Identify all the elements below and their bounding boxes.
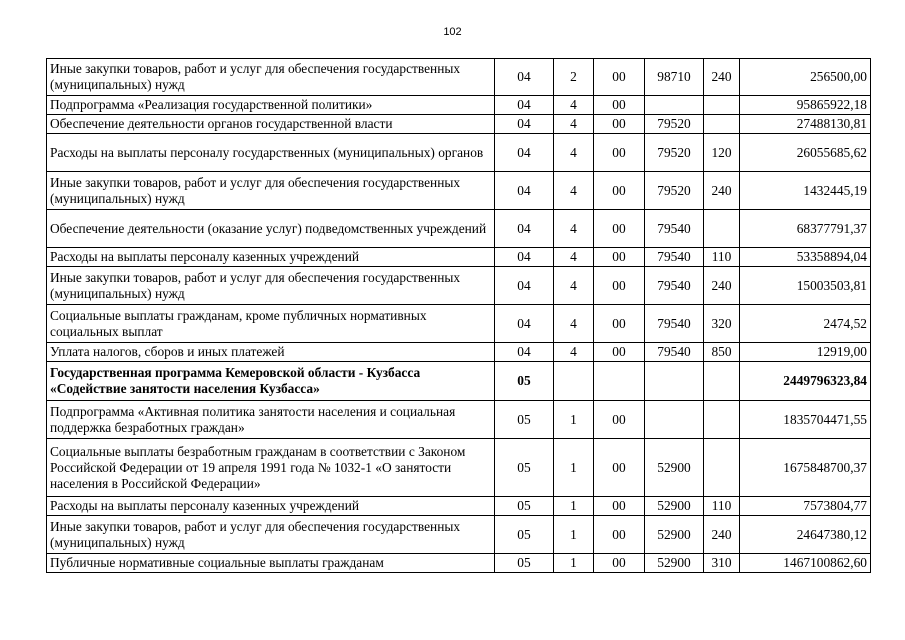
expense-type-cell: 240 — [704, 267, 740, 305]
group-code-cell: 00 — [594, 401, 645, 439]
section-code-cell: 04 — [495, 305, 554, 343]
amount-cell: 26055685,62 — [740, 134, 871, 172]
section-code-cell: 05 — [495, 554, 554, 573]
target-code-cell — [645, 362, 704, 401]
group-code-cell: 00 — [594, 497, 645, 516]
group-code-cell: 00 — [594, 96, 645, 115]
section-code-cell: 04 — [495, 134, 554, 172]
subsection-code-cell — [554, 362, 594, 401]
subsection-code-cell: 4 — [554, 305, 594, 343]
amount-cell: 15003503,81 — [740, 267, 871, 305]
target-code-cell: 79540 — [645, 248, 704, 267]
subsection-code-cell: 4 — [554, 267, 594, 305]
table-row — [47, 267, 871, 305]
section-code-cell: 04 — [495, 172, 554, 210]
section-code-cell: 04 — [495, 267, 554, 305]
target-code-cell: 52900 — [645, 497, 704, 516]
target-code-cell: 79540 — [645, 343, 704, 362]
table-row — [47, 172, 871, 210]
subsection-code-cell: 1 — [554, 554, 594, 573]
group-code-cell: 00 — [594, 59, 645, 96]
table-row — [47, 343, 871, 362]
subsection-code-cell: 1 — [554, 497, 594, 516]
target-code-cell: 79520 — [645, 134, 704, 172]
table-row — [47, 96, 871, 115]
section-code-cell: 05 — [495, 362, 554, 401]
section-code-cell: 05 — [495, 497, 554, 516]
target-code-cell — [645, 401, 704, 439]
expense-type-cell: 110 — [704, 497, 740, 516]
table-body — [47, 59, 871, 573]
amount-cell: 1675848700,37 — [740, 439, 871, 497]
group-code-cell: 00 — [594, 439, 645, 497]
section-code-cell: 05 — [495, 516, 554, 554]
target-code-cell: 98710 — [645, 59, 704, 96]
target-code-cell: 79520 — [645, 172, 704, 210]
section-code-cell: 04 — [495, 248, 554, 267]
expense-type-cell — [704, 115, 740, 134]
expense-type-cell: 240 — [704, 172, 740, 210]
amount-cell: 1467100862,60 — [740, 554, 871, 573]
subsection-code-cell: 4 — [554, 343, 594, 362]
row-name-cell: Расходы на выплаты персоналу казенных учреждений — [47, 497, 495, 516]
row-name-cell: Иные закупки товаров, работ и услуг для обеспечения государственных (муниципальных) нужд — [47, 516, 495, 554]
section-code-cell: 05 — [495, 401, 554, 439]
amount-cell: 2449796323,84 — [740, 362, 871, 401]
section-code-cell: 04 — [495, 115, 554, 134]
amount-cell: 68377791,37 — [740, 210, 871, 248]
expense-type-cell — [704, 96, 740, 115]
group-code-cell: 00 — [594, 115, 645, 134]
target-code-cell: 79540 — [645, 267, 704, 305]
table-row — [47, 362, 871, 401]
expense-type-cell — [704, 439, 740, 497]
group-code-cell: 00 — [594, 554, 645, 573]
expense-type-cell — [704, 210, 740, 248]
subsection-code-cell: 1 — [554, 439, 594, 497]
amount-cell: 24647380,12 — [740, 516, 871, 554]
table-row — [47, 134, 871, 172]
row-name-cell: Обеспечение деятельности органов государственной власти — [47, 115, 495, 134]
amount-cell: 2474,52 — [740, 305, 871, 343]
table-row — [47, 401, 871, 439]
section-code-cell: 04 — [495, 210, 554, 248]
amount-cell: 1432445,19 — [740, 172, 871, 210]
section-code-cell: 04 — [495, 96, 554, 115]
subsection-code-cell: 1 — [554, 401, 594, 439]
group-code-cell: 00 — [594, 516, 645, 554]
row-name-cell: Подпрограмма «Реализация государственной политики» — [47, 96, 495, 115]
row-name-cell: Расходы на выплаты персоналу государственных (муниципальных) органов — [47, 134, 495, 172]
row-name-cell: Иные закупки товаров, работ и услуг для обеспечения государственных (муниципальных) нужд — [47, 267, 495, 305]
expense-type-cell: 240 — [704, 59, 740, 96]
target-code-cell: 52900 — [645, 516, 704, 554]
amount-cell: 1835704471,55 — [740, 401, 871, 439]
group-code-cell: 00 — [594, 267, 645, 305]
table-row — [47, 115, 871, 134]
subsection-code-cell: 4 — [554, 134, 594, 172]
table-row — [47, 554, 871, 573]
table-row — [47, 516, 871, 554]
expense-type-cell: 110 — [704, 248, 740, 267]
amount-cell: 7573804,77 — [740, 497, 871, 516]
target-code-cell: 52900 — [645, 554, 704, 573]
target-code-cell — [645, 96, 704, 115]
row-name-cell: Государственная программа Кемеровской области - Кузбасса «Содействие занятости населения Кузбасса» — [47, 362, 495, 401]
table-row — [47, 210, 871, 248]
subsection-code-cell: 4 — [554, 248, 594, 267]
row-name-cell: Уплата налогов, сборов и иных платежей — [47, 343, 495, 362]
row-name-cell: Публичные нормативные социальные выплаты гражданам — [47, 554, 495, 573]
group-code-cell: 00 — [594, 210, 645, 248]
target-code-cell: 79540 — [645, 305, 704, 343]
subsection-code-cell: 4 — [554, 172, 594, 210]
subsection-code-cell: 4 — [554, 115, 594, 134]
target-code-cell: 52900 — [645, 439, 704, 497]
row-name-cell: Иные закупки товаров, работ и услуг для обеспечения государственных (муниципальных) нужд — [47, 172, 495, 210]
amount-cell: 95865922,18 — [740, 96, 871, 115]
target-code-cell: 79540 — [645, 210, 704, 248]
subsection-code-cell: 4 — [554, 96, 594, 115]
row-name-cell: Иные закупки товаров, работ и услуг для обеспечения государственных (муниципальных) нужд — [47, 59, 495, 96]
amount-cell: 12919,00 — [740, 343, 871, 362]
group-code-cell — [594, 362, 645, 401]
subsection-code-cell: 4 — [554, 210, 594, 248]
group-code-cell: 00 — [594, 172, 645, 210]
table-row — [47, 248, 871, 267]
subsection-code-cell: 1 — [554, 516, 594, 554]
table-row — [47, 59, 871, 96]
target-code-cell: 79520 — [645, 115, 704, 134]
table-row — [47, 497, 871, 516]
table-row — [47, 305, 871, 343]
amount-cell: 53358894,04 — [740, 248, 871, 267]
expense-type-cell: 310 — [704, 554, 740, 573]
expense-type-cell: 120 — [704, 134, 740, 172]
group-code-cell: 00 — [594, 134, 645, 172]
expense-type-cell: 320 — [704, 305, 740, 343]
amount-cell: 27488130,81 — [740, 115, 871, 134]
page-number: 102 — [443, 26, 462, 38]
subsection-code-cell: 2 — [554, 59, 594, 96]
row-name-cell: Подпрограмма «Активная политика занятости населения и социальная поддержка безработных граждан» — [47, 401, 495, 439]
group-code-cell: 00 — [594, 305, 645, 343]
expense-type-cell — [704, 401, 740, 439]
expense-type-cell: 850 — [704, 343, 740, 362]
expense-type-cell: 240 — [704, 516, 740, 554]
budget-table — [46, 58, 871, 573]
group-code-cell: 00 — [594, 248, 645, 267]
section-code-cell: 04 — [495, 59, 554, 96]
table-row — [47, 439, 871, 497]
section-code-cell: 05 — [495, 439, 554, 497]
row-name-cell: Расходы на выплаты персоналу казенных учреждений — [47, 248, 495, 267]
expense-type-cell — [704, 362, 740, 401]
group-code-cell: 00 — [594, 343, 645, 362]
row-name-cell: Социальные выплаты гражданам, кроме публичных нормативных социальных выплат — [47, 305, 495, 343]
section-code-cell: 04 — [495, 343, 554, 362]
row-name-cell: Обеспечение деятельности (оказание услуг) подведомственных учреждений — [47, 210, 495, 248]
amount-cell: 256500,00 — [740, 59, 871, 96]
row-name-cell: Социальные выплаты безработным гражданам в соответствии с Законом Российской Федерации от 19 апреля 1991 года № 1032-1 «О занятости населения в Российской Федерации» — [47, 439, 495, 497]
